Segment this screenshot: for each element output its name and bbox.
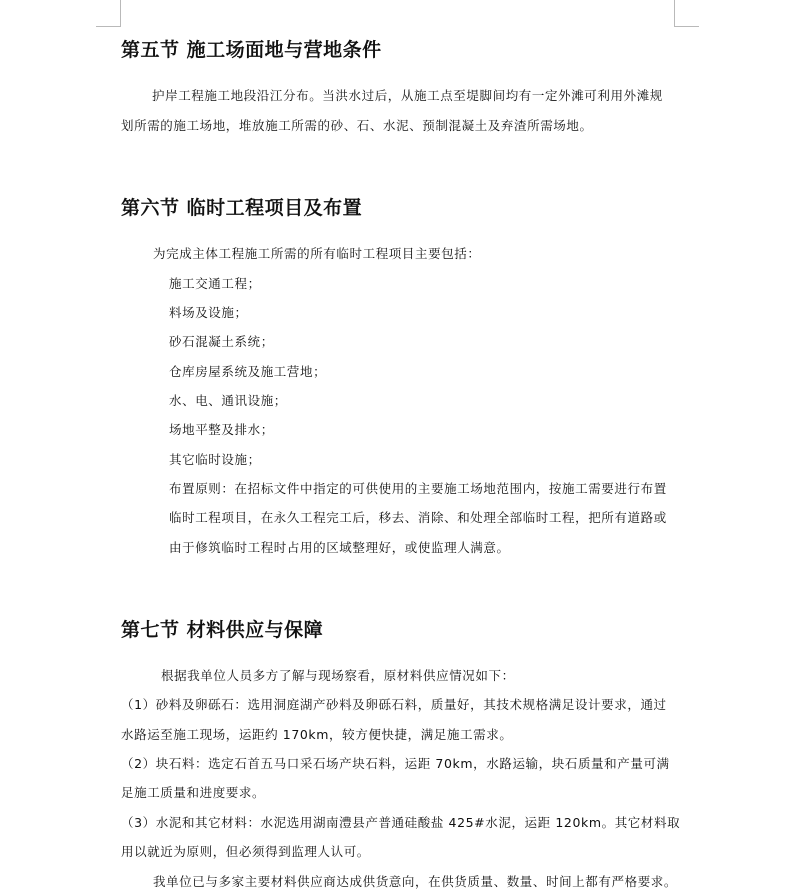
paragraph-line: （2）块石料：选定石首五马口采石场产块石料，运距 70km，水路运输，块石质量和产量可满 [121, 756, 670, 771]
crop-mark-top-right [674, 26, 699, 27]
paragraph-line: 用以就近为原则，但必须得到监理人认可。 [121, 844, 370, 859]
paragraph-line: （1）砂料及卵砾石：选用洞庭湖产砂料及卵砾石料，质量好，其技术规格满足设计要求，通过 [121, 697, 667, 712]
crop-mark-top-left [120, 0, 121, 26]
paragraph-line: 足施工质量和进度要求。 [121, 785, 266, 800]
section-heading: 第六节 临时工程项目及布置 [121, 197, 363, 219]
section-heading: 第七节 材料供应与保障 [121, 619, 324, 641]
paragraph-line: 根据我单位人员多方了解与现场察看，原材料供应情况如下： [161, 668, 515, 683]
list-item: 施工交通工程； [169, 276, 261, 291]
list-item: 水、电、通讯设施； [169, 393, 287, 408]
crop-mark-top-left [96, 26, 121, 27]
paragraph-line: （3）水泥和其它材料：水泥选用湖南澧县产普通硅酸盐 425#水泥，运距 120km。其它材料取 [121, 815, 681, 830]
crop-mark-top-right [674, 0, 675, 26]
paragraph-line: 布置原则：在招标文件中指定的可供使用的主要施工场地范围内，按施工需要进行布置 [169, 481, 667, 496]
paragraph-line: 我单位已与多家主要材料供应商达成供货意向，在供货质量、数量、时间上都有严格要求。 [153, 874, 678, 889]
paragraph-line: 水路运至施工现场，运距约 170km，较方便快捷，满足施工需求。 [121, 727, 513, 742]
list-item: 料场及设施； [169, 305, 248, 320]
list-item: 其它临时设施； [169, 452, 261, 467]
list-item: 仓库房屋系统及施工营地； [169, 364, 327, 379]
paragraph-line: 划所需的施工场地，堆放施工所需的砂、石、水泥、预制混凝土及弃渣所需场地。 [121, 118, 593, 133]
paragraph-line: 为完成主体工程施工所需的所有临时工程项目主要包括： [153, 246, 481, 261]
paragraph-line: 由于修筑临时工程时占用的区域整理好，或使监理人满意。 [169, 540, 510, 555]
section-heading: 第五节 施工场面地与营地条件 [121, 39, 382, 61]
list-item: 砂石混凝土系统； [169, 334, 274, 349]
list-item: 场地平整及排水； [169, 422, 274, 437]
paragraph-line: 护岸工程施工地段沿江分布。当洪水过后，从施工点至堤脚间均有一定外滩可利用外滩规 [152, 88, 663, 103]
paragraph-line: 临时工程项目，在永久工程完工后，移去、消除、和处理全部临时工程，把所有道路或 [169, 510, 667, 525]
